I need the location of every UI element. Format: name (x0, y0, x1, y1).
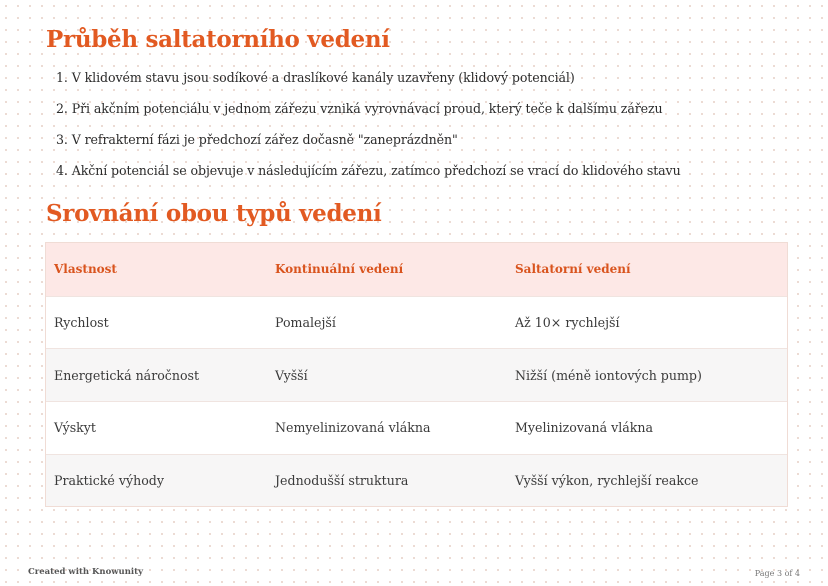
table-cell: Výskyt (54, 420, 96, 436)
section-title-process: Průběh saltatorního vedení (46, 26, 390, 53)
list-item: 4. Akční potenciál se objevuje v následujícím zářezu, zatímco předchozí se vrací do klidového stavu (56, 163, 681, 178)
table-cell: Jednodušší struktura (275, 473, 409, 489)
list-item: 2. Při akčním potenciálu v jednom zářezu vzniká vyrovnávací proud, který teče k dalšímu zářezu (56, 101, 663, 116)
table-row (46, 348, 787, 401)
table-header-cell: Kontinuální vedení (275, 262, 404, 277)
list-item: 1. V klidovém stavu jsou sodíkové a draslíkové kanály uzavřeny (klidový potenciál) (56, 70, 575, 85)
page-number: Page 3 of 4 (754, 569, 800, 578)
table-row (46, 401, 787, 454)
process-steps-list (56, 70, 681, 194)
table-header-row (46, 243, 787, 296)
table-cell: Až 10× rychlejší (515, 315, 620, 331)
table-cell: Pomalejší (275, 315, 336, 331)
section-title-comparison: Srovnání obou typů vedení (46, 200, 382, 227)
table-cell: Nemyelinizovaná vlákna (275, 420, 431, 436)
table-header-cell: Saltatorní vedení (515, 262, 631, 277)
table-cell: Praktické výhody (54, 473, 164, 489)
table-cell: Vyšší (275, 367, 308, 383)
table-header-cell: Vlastnost (54, 262, 117, 277)
table-row (46, 454, 787, 507)
table-cell: Myelinizovaná vlákna (515, 420, 654, 436)
table-cell: Vyšší výkon, rychlejší reakce (515, 473, 699, 489)
footer-credit: Created with Knowunity (28, 567, 144, 577)
table-row (46, 296, 787, 349)
comparison-table (45, 242, 788, 507)
table-cell: Energetická náročnost (54, 367, 200, 383)
list-item: 3. V refrakterní fázi je předchozí zářez dočasně "zaneprázdněn" (56, 132, 458, 147)
table-cell: Rychlost (54, 315, 109, 331)
table-cell: Nižší (méně iontových pump) (515, 367, 702, 383)
